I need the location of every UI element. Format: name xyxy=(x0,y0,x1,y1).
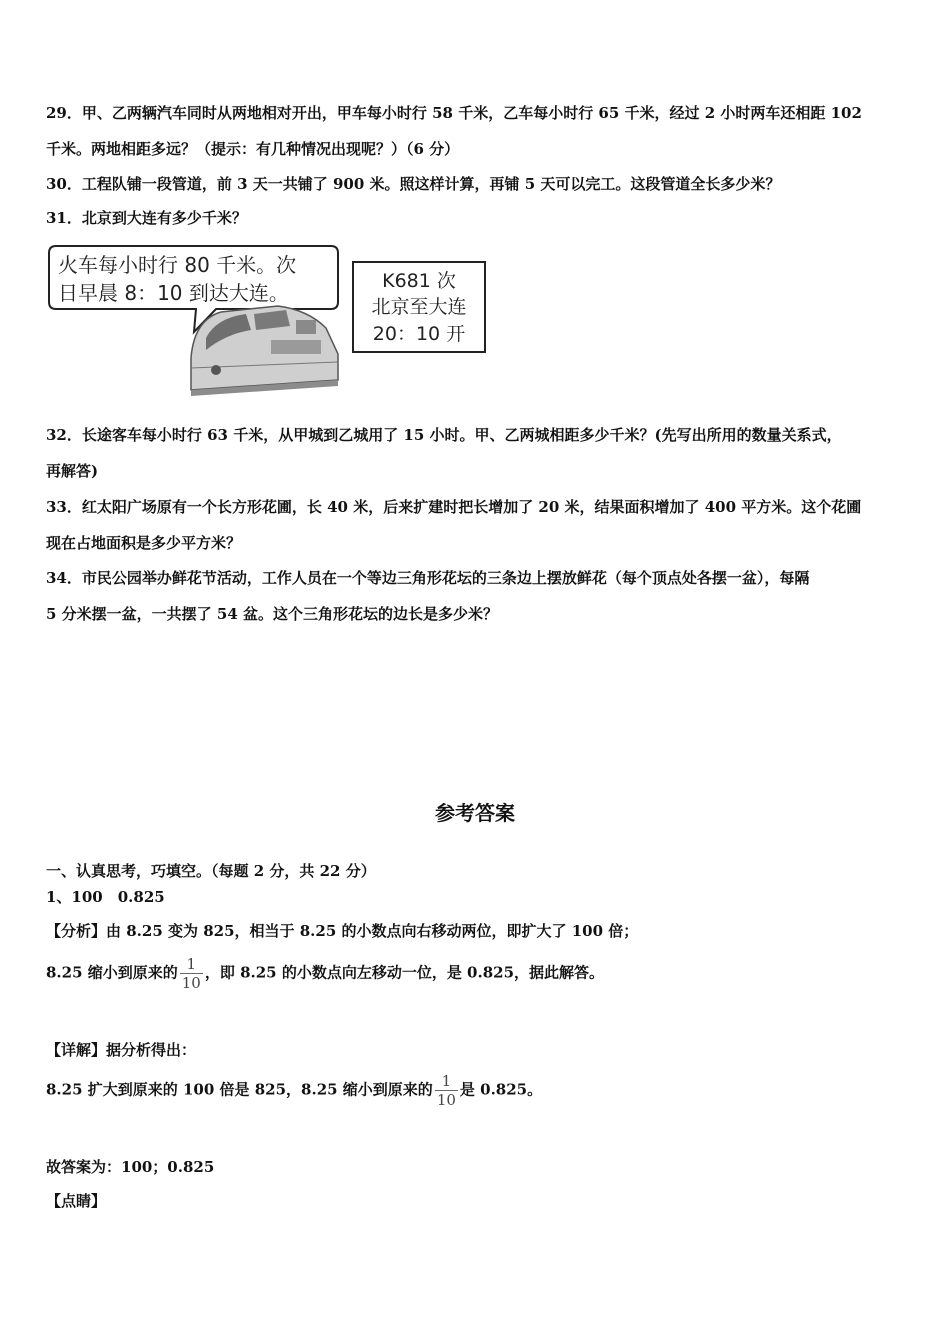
question-31: 31．北京到大连有多少千米？ xyxy=(46,209,247,227)
analysis-line-2 xyxy=(46,955,604,992)
train-figure xyxy=(46,240,491,400)
comment-label: 【点睛】 xyxy=(46,1192,107,1210)
question-34-line-2: 5 分米摆一盆，一共摆了 54 盆。这个三角形花坛的边长是多少米？ xyxy=(46,605,498,623)
fraction-one-tenth xyxy=(180,955,203,992)
question-32-line-2: 再解答) xyxy=(46,462,99,480)
answer-1: 1、100 0.825 xyxy=(46,888,165,906)
question-33-line-1: 33．红太阳广场原有一个长方形花圃，长 40 米，后来扩建时把长增加了 20 米，结果面积增加了 400 平方米。这个花圃 xyxy=(46,498,862,516)
question-29-line-1: 29．甲、乙两辆汽车同时从两地相对开出，甲车每小时行 58 千米，乙车每小时行 65 千米，经过 2 小时两车还相距 102 xyxy=(46,104,862,122)
fraction-denominator: 10 xyxy=(436,1091,456,1109)
section-heading: 一、认真思考，巧填空。（每题 2 分，共 22 分） xyxy=(46,862,376,880)
detail-line-start: 8.25 扩大到原来的 100 倍是 825，8.25 缩小到原来的 xyxy=(46,1080,433,1099)
question-33-line-2: 现在占地面积是多少平方米？ xyxy=(46,534,242,552)
analysis-line-2-end: ，即 8.25 的小数点向左移动一位，是 0.825，据此解答。 xyxy=(204,963,605,982)
train-icon xyxy=(191,306,338,396)
question-32-line-1: 32．长途客车每小时行 63 千米，从甲城到乙城用了 15 小时。甲、乙两城相距多少千米？(先写出所用的数量关系式， xyxy=(46,426,842,444)
sign-line-1: K681 次 xyxy=(382,270,456,292)
fraction-numerator: 1 xyxy=(180,955,203,974)
question-34-line-1: 34．市民公园举办鲜花节活动，工作人员在一个等边三角形花坛的三条边上摆放鲜花（每个顶点处各摆一盆），每隔 xyxy=(46,569,810,587)
analysis-line-2-start: 8.25 缩小到原来的 xyxy=(46,963,178,982)
analysis-line-1: 【分析】由 8.25 变为 825，相当于 8.25 的小数点向右移动两位，即扩大了 100 倍； xyxy=(46,922,639,940)
question-29-line-2: 千米。两地相距多远？（提示：有几种情况出现呢？）（6 分） xyxy=(46,140,460,158)
answer-key-title: 参考答案 xyxy=(435,801,515,825)
detail-line-end: 是 0.825。 xyxy=(459,1080,543,1099)
fraction-one-tenth-2 xyxy=(435,1072,458,1109)
fraction-denominator: 10 xyxy=(181,974,201,992)
fraction-numerator: 1 xyxy=(435,1072,458,1091)
bubble-line-1: 火车每小时行 80 千米。次 xyxy=(58,253,297,277)
sign-line-3: 20：10 开 xyxy=(372,323,466,345)
sign-line-2: 北京至大连 xyxy=(371,296,467,318)
bubble-line-2: 日早晨 8：10 到达大连。 xyxy=(58,281,289,305)
detail-line xyxy=(46,1072,542,1109)
conclusion: 故答案为：100；0.825 xyxy=(46,1158,215,1176)
detail-label: 【详解】据分析得出： xyxy=(46,1041,197,1059)
question-30: 30．工程队铺一段管道，前 3 天一共铺了 900 米。照这样计算，再铺 5 天可以完工。这段管道全长多少米？ xyxy=(46,175,781,193)
